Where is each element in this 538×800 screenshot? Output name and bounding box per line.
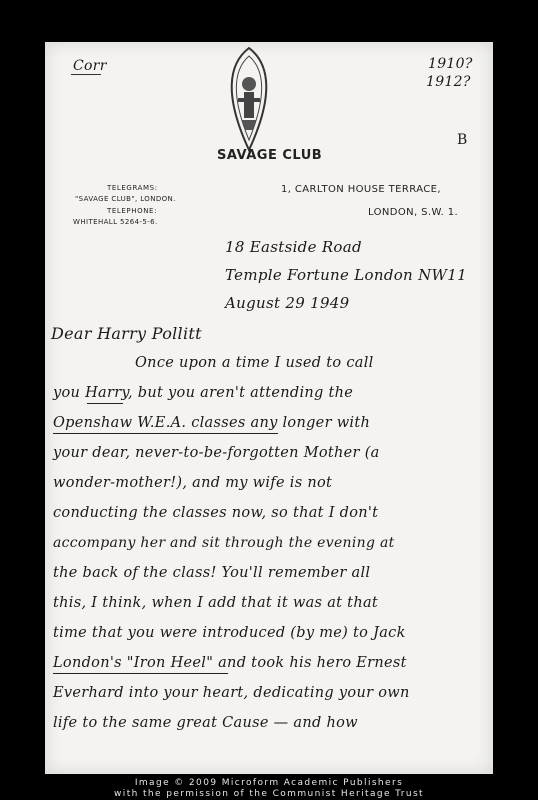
- telegrams-value: "SAVAGE CLUB", LONDON.: [75, 195, 176, 203]
- underline-wea-classes: [53, 433, 278, 434]
- club-seal-emblem: [218, 46, 280, 152]
- letter-page: [45, 42, 493, 774]
- copyright-line-2: with the permission of the Communist Heritage Trust: [114, 789, 424, 799]
- salutation: Dear Harry Pollitt: [51, 324, 202, 343]
- corner-note-right-1: 1910?: [428, 56, 473, 72]
- corner-note-right-2: 1912?: [426, 74, 471, 90]
- telephone-label: TELEPHONE:: [107, 207, 158, 215]
- body-line: the back of the class! You'll remember all: [53, 565, 371, 581]
- club-name: SAVAGE CLUB: [217, 148, 323, 163]
- page-mark: B: [457, 132, 468, 148]
- telegrams-label: TELEGRAMS:: [107, 184, 158, 192]
- telephone-value: WHITEHALL 5264-5-6.: [73, 218, 158, 226]
- body-line: life to the same great Cause — and how: [53, 715, 358, 731]
- sender-address-line-1: 18 Eastside Road: [225, 238, 362, 256]
- body-line: you Harry, but you aren't attending the: [53, 385, 354, 401]
- address-line-1: 1, CARLTON HOUSE TERRACE,: [281, 184, 441, 195]
- underline-iron-heel: [53, 673, 228, 674]
- corner-note-left: Corr: [73, 58, 107, 74]
- body-line: wonder-mother!), and my wife is not: [53, 475, 333, 491]
- body-line: accompany her and sit through the evening at: [53, 535, 395, 551]
- corner-note-underline: [71, 74, 101, 75]
- body-line: London's "Iron Heel" and took his hero Ernest: [53, 655, 407, 671]
- body-line: Openshaw W.E.A. classes any longer with: [53, 415, 371, 431]
- body-line: time that you were introduced (by me) to Jack: [53, 625, 406, 641]
- copyright-line-1: Image © 2009 Microform Academic Publishers: [134, 778, 404, 788]
- body-line: this, I think, when I add that it was at that: [53, 595, 379, 611]
- letter-date: August 29 1949: [225, 294, 350, 312]
- body-line: your dear, never-to-be-forgotten Mother (a: [53, 445, 380, 461]
- body-line: Once upon a time I used to call: [135, 355, 374, 371]
- address-line-2: LONDON, S.W. 1.: [368, 207, 459, 218]
- underline-harry: [87, 403, 123, 404]
- sender-address-line-2: Temple Fortune London NW11: [225, 266, 467, 284]
- body-line: conducting the classes now, so that I don't: [53, 505, 379, 521]
- body-line: Everhard into your heart, dedicating your own: [53, 685, 410, 701]
